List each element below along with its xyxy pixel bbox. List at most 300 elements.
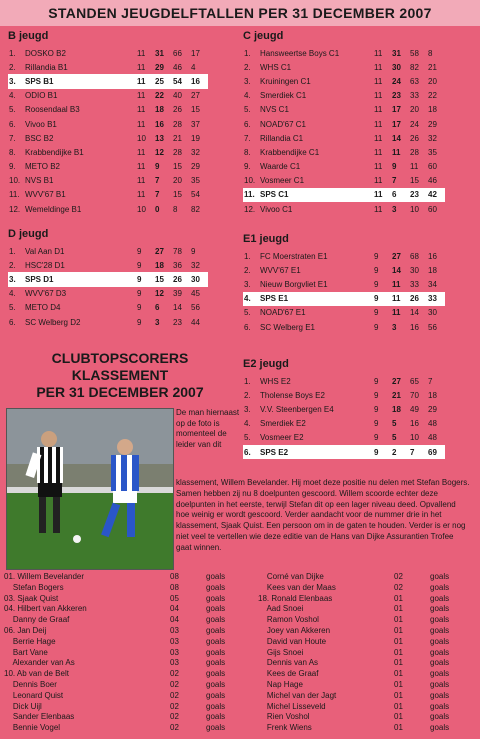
table-row	[243, 188, 445, 202]
goals-against: 18	[428, 390, 437, 400]
heading-line: KLASSEMENT	[71, 367, 169, 383]
goals-against: 35	[191, 176, 200, 186]
team-name: Smerdiek C1	[260, 91, 307, 101]
points: 17	[392, 119, 401, 129]
standings-e1-jeugd	[243, 233, 445, 334]
games: 11	[137, 76, 146, 86]
goals-label: goals	[206, 701, 226, 711]
goals-for: 10	[410, 204, 419, 214]
team-name: Kruiningen C1	[260, 76, 311, 86]
scorer-goals-count: 02	[170, 712, 179, 722]
goals-against: 48	[428, 419, 437, 429]
scorer-goals-count: 01	[394, 593, 403, 603]
points: 27	[155, 246, 164, 256]
position: 7.	[244, 133, 251, 143]
goals-against: 32	[428, 133, 437, 143]
section-title: E2 jeugd	[243, 358, 289, 370]
goals-against: 46	[428, 176, 437, 186]
team-name: V.V. Steenbergen E4	[260, 404, 334, 414]
scorer-goals-count: 05	[170, 593, 179, 603]
table-row	[243, 249, 445, 263]
scorer-goals-count: 01	[394, 636, 403, 646]
team-name: SPS C1	[260, 190, 289, 200]
games: 11	[137, 91, 146, 101]
games: 10	[137, 204, 146, 214]
points: 24	[392, 76, 401, 86]
scorer-row	[258, 637, 480, 648]
heading-line: PER 31 DECEMBER 2007	[36, 384, 204, 400]
goals-label: goals	[206, 615, 226, 625]
points: 13	[155, 133, 164, 143]
points: 23	[392, 91, 401, 101]
scorer-row	[4, 594, 244, 605]
goals-label: goals	[430, 604, 450, 614]
position: 9.	[244, 162, 251, 172]
scorer-row	[258, 669, 480, 680]
table-row	[8, 301, 208, 315]
intro-text: De man hiernaast op de foto is momenteel de leider van dit	[176, 408, 240, 449]
goals-against: 60	[428, 204, 437, 214]
team-name: DOSKO B2	[25, 48, 66, 58]
position: 5.	[9, 105, 16, 115]
games: 11	[374, 48, 383, 58]
standings-table	[8, 244, 208, 329]
scorer-goals-count: 01	[394, 679, 403, 689]
goals-against: 35	[428, 147, 437, 157]
team-name: WHS C1	[260, 62, 292, 72]
position: 4.	[9, 289, 16, 299]
team-name: NVS B1	[25, 176, 54, 186]
goals-against: 82	[191, 204, 200, 214]
games: 11	[374, 62, 383, 72]
scorer-name: 03. Sjaak Quist	[4, 593, 59, 603]
scorer-goals-count: 04	[170, 604, 179, 614]
team-name: FC Moerstraten E1	[260, 251, 328, 261]
heading-line: CLUBTOPSCORERS	[51, 350, 189, 366]
goals-label: goals	[430, 712, 450, 722]
goals-against: 32	[191, 147, 200, 157]
goals-for: 58	[410, 48, 419, 58]
games: 11	[374, 91, 383, 101]
scorer-name: Gijs Snoei	[258, 647, 304, 657]
points: 12	[155, 289, 164, 299]
scorer-goals-count: 03	[170, 625, 179, 635]
games: 9	[137, 274, 142, 284]
table-row	[8, 272, 208, 286]
table-row	[8, 244, 208, 258]
games: 9	[374, 251, 379, 261]
scorer-name: Aad Snoei	[258, 604, 304, 614]
goals-for: 30	[410, 265, 419, 275]
games: 9	[137, 246, 142, 256]
scorer-row	[4, 604, 244, 615]
position: 3.	[244, 76, 251, 86]
scorer-goals-count: 03	[170, 658, 179, 668]
scorer-row	[4, 680, 244, 691]
position: 1.	[9, 246, 16, 256]
goals-for: 7	[410, 447, 415, 457]
table-row	[243, 174, 445, 188]
table-row	[8, 258, 208, 272]
team-name: Nieuw Borgvliet E1	[260, 279, 328, 289]
section-title: D jeugd	[8, 228, 49, 240]
position: 1.	[9, 48, 16, 58]
team-name: SPS B1	[25, 76, 54, 86]
table-row	[8, 131, 208, 145]
goals-against: 32	[191, 260, 200, 270]
games: 11	[374, 119, 383, 129]
table-row	[243, 46, 445, 60]
scorer-row	[4, 702, 244, 713]
article-paragraph: klassement, Willem Bevelander. Hij moet deze positie nu delen met Stefan Bogers. Samen hebben zij nu 8 doelpunten gescoord. Willem scoorde echter deze doelpunten in het eerste, terwijl Stefan dit op een lager niveau deed. Opvallend hoe weinig er wordt gescoord. Verder aandacht voor de nummer drie in het klassement, Sjaak Quist. Een persoon om in de gaten te houden. Verder is er nog niet veel te vertellen wie deze editie van de Hans van Dijke Assurantien Trofee gaat winnen.	[176, 478, 470, 552]
scorer-name: Danny de Graaf	[4, 615, 70, 625]
goals-against: 7	[428, 376, 433, 386]
table-row	[8, 145, 208, 159]
points: 31	[392, 48, 401, 58]
games: 9	[374, 390, 379, 400]
goals-for: 82	[410, 62, 419, 72]
games: 10	[137, 133, 146, 143]
scorer-goals-count: 02	[170, 690, 179, 700]
position: 5.	[244, 433, 251, 443]
table-row	[243, 74, 445, 88]
scorer-name: Kees van der Maas	[258, 582, 336, 592]
scorer-name: Ramon Voshol	[258, 615, 319, 625]
position: 9.	[9, 162, 16, 172]
team-name: Vivoo C1	[260, 204, 293, 214]
goals-for: 26	[173, 105, 182, 115]
goals-for: 28	[173, 119, 182, 129]
goals-for: 66	[173, 48, 182, 58]
team-name: Vosmeer E2	[260, 433, 304, 443]
scorer-name: Bennie Vogel	[4, 723, 61, 733]
goals-for: 23	[173, 317, 182, 327]
points: 7	[155, 190, 160, 200]
goals-against: 48	[428, 433, 437, 443]
points: 16	[155, 119, 164, 129]
scorer-name: 06. Jan Deij	[4, 625, 47, 635]
table-row	[243, 374, 445, 388]
scorer-row	[4, 712, 244, 723]
games: 9	[374, 279, 379, 289]
points: 3	[392, 204, 397, 214]
goals-for: 14	[173, 303, 182, 313]
position: 5.	[244, 308, 251, 318]
position: 4.	[9, 91, 16, 101]
goals-label: goals	[206, 636, 226, 646]
scorer-goals-count: 08	[170, 572, 179, 581]
goals-against: 56	[428, 322, 437, 332]
scorer-goals-count: 03	[170, 636, 179, 646]
goals-label: goals	[206, 572, 226, 581]
goals-against: 54	[191, 190, 200, 200]
position: 6.	[244, 447, 251, 457]
team-name: Roosendaal B3	[25, 105, 80, 115]
games: 9	[137, 289, 142, 299]
team-name: WVV'67 D3	[25, 289, 67, 299]
goals-against: 30	[191, 274, 200, 284]
position: 8.	[9, 147, 16, 157]
goals-label: goals	[430, 572, 450, 581]
goals-label: goals	[206, 604, 226, 614]
goals-label: goals	[430, 690, 450, 700]
section-title: C jeugd	[243, 30, 284, 42]
goals-for: 16	[410, 322, 419, 332]
goals-for: 33	[410, 279, 419, 289]
games: 11	[374, 76, 383, 86]
table-row	[243, 431, 445, 445]
scorer-goals-count: 01	[394, 604, 403, 614]
points: 29	[155, 62, 164, 72]
points: 27	[392, 251, 401, 261]
goals-label: goals	[430, 636, 450, 646]
goals-for: 21	[173, 133, 182, 143]
goals-for: 20	[410, 105, 419, 115]
games: 11	[374, 204, 383, 214]
table-row	[8, 174, 208, 188]
points: 0	[155, 204, 160, 214]
goals-for: 33	[410, 91, 419, 101]
goals-for: 20	[173, 176, 182, 186]
table-row	[243, 388, 445, 402]
scorer-name: Corné van Dijke	[258, 572, 324, 581]
games: 11	[374, 176, 383, 186]
games: 11	[137, 162, 146, 172]
table-row	[243, 131, 445, 145]
table-row	[8, 160, 208, 174]
scorer-goals-count: 02	[170, 723, 179, 733]
scorer-goals-count: 01	[394, 723, 403, 733]
scorer-goals-count: 01	[394, 701, 403, 711]
table-row	[243, 89, 445, 103]
goals-against: 69	[428, 447, 437, 457]
team-name: WVV'67 B1	[25, 190, 66, 200]
goals-for: 26	[173, 274, 182, 284]
position: 1.	[244, 376, 251, 386]
points: 11	[392, 294, 401, 304]
goals-against: 33	[428, 294, 437, 304]
football-photo	[6, 408, 174, 570]
goals-against: 45	[191, 289, 200, 299]
team-name: Krabbendijke B1	[25, 147, 84, 157]
scorer-name: Leonard Quist	[4, 690, 64, 700]
goals-for: 10	[410, 433, 419, 443]
points: 12	[155, 147, 164, 157]
scorers-list-left	[4, 572, 244, 734]
points: 3	[155, 317, 160, 327]
table-row	[243, 160, 445, 174]
goals-for: 16	[410, 419, 419, 429]
goals-against: 9	[191, 246, 196, 256]
games: 11	[137, 190, 146, 200]
goals-label: goals	[430, 679, 450, 689]
scorer-goals-count: 08	[170, 582, 179, 592]
games: 9	[374, 433, 379, 443]
scorer-name: Dennis van As	[258, 658, 319, 668]
goals-for: 65	[410, 376, 419, 386]
table-row	[243, 402, 445, 416]
scorer-name: 01. Willem Bevelander	[4, 572, 85, 581]
position: 2.	[244, 62, 251, 72]
games: 11	[137, 105, 146, 115]
scorer-row	[4, 583, 244, 594]
goals-label: goals	[206, 712, 226, 722]
games: 11	[374, 133, 383, 143]
standings-e2-jeugd	[243, 358, 445, 459]
scorer-row	[258, 712, 480, 723]
goals-against: 18	[428, 105, 437, 115]
scorer-goals-count: 03	[170, 647, 179, 657]
goals-against: 29	[428, 119, 437, 129]
position: 6.	[244, 119, 251, 129]
goals-label: goals	[430, 658, 450, 668]
scorer-goals-count: 01	[394, 690, 403, 700]
games: 11	[374, 190, 383, 200]
standings-table	[243, 249, 445, 334]
points: 2	[392, 447, 397, 457]
scorer-name: Berrie Hage	[4, 636, 56, 646]
scorer-row	[4, 615, 244, 626]
position: 2.	[9, 260, 16, 270]
table-row	[8, 117, 208, 131]
scorer-name: Dick Uijl	[4, 701, 42, 711]
team-name: Vivoo B1	[25, 119, 57, 129]
players-photo-illustration	[7, 409, 173, 569]
goals-against: 22	[428, 91, 437, 101]
scorer-row	[4, 658, 244, 669]
position: 8.	[244, 147, 251, 157]
table-row	[243, 417, 445, 431]
scorer-name: Frenk Wiens	[258, 723, 312, 733]
team-name: NOAD'67 C1	[260, 119, 306, 129]
goals-for: 46	[173, 62, 182, 72]
points: 11	[392, 147, 401, 157]
scorer-name: Kees de Graaf	[258, 669, 319, 679]
goals-label: goals	[206, 658, 226, 668]
goals-label: goals	[430, 701, 450, 711]
clubtopscorers-heading	[0, 350, 240, 401]
games: 11	[374, 105, 383, 115]
points: 9	[392, 162, 397, 172]
scorer-row	[258, 604, 480, 615]
points: 14	[392, 265, 401, 275]
team-name: Tholense Boys E2	[260, 390, 325, 400]
position: 4.	[244, 91, 251, 101]
goals-label: goals	[430, 669, 450, 679]
goals-for: 68	[410, 251, 419, 261]
team-name: Waarde C1	[260, 162, 301, 172]
team-name: Smerdiek E2	[260, 419, 306, 429]
points: 18	[155, 105, 164, 115]
goals-for: 78	[173, 246, 182, 256]
goals-against: 60	[428, 162, 437, 172]
table-row	[243, 306, 445, 320]
team-name: METO D4	[25, 303, 61, 313]
position: 3.	[9, 274, 16, 284]
team-name: Val Aan D1	[25, 246, 65, 256]
games: 11	[137, 147, 146, 157]
points: 15	[155, 274, 164, 284]
position: 12.	[244, 204, 256, 214]
position: 3.	[244, 404, 251, 414]
position: 2.	[244, 390, 251, 400]
goals-label: goals	[430, 593, 450, 603]
goals-for: 24	[410, 119, 419, 129]
games: 9	[374, 322, 379, 332]
scorer-goals-count: 01	[394, 625, 403, 635]
team-name: METO B2	[25, 162, 60, 172]
scorer-row	[258, 680, 480, 691]
scorer-name: David van Houte	[258, 636, 327, 646]
position: 3.	[244, 279, 251, 289]
team-name: SC Welberg E1	[260, 322, 315, 332]
goals-label: goals	[206, 582, 226, 592]
goals-against: 19	[191, 133, 200, 143]
position: 12.	[9, 204, 21, 214]
team-name: Krabbendijke C1	[260, 147, 320, 157]
scorer-name: Stefan Bogers	[4, 582, 64, 592]
position: 2.	[9, 62, 16, 72]
scorer-row	[258, 594, 480, 605]
goals-for: 63	[410, 76, 419, 86]
position: 2.	[244, 265, 251, 275]
games: 11	[137, 62, 146, 72]
scorer-row	[4, 572, 244, 583]
team-name: BSC B2	[25, 133, 54, 143]
table-row	[243, 103, 445, 117]
games: 9	[374, 308, 379, 318]
table-row	[243, 263, 445, 277]
table-row	[243, 117, 445, 131]
points: 31	[155, 48, 164, 58]
goals-against: 27	[191, 91, 200, 101]
points: 22	[155, 91, 164, 101]
points: 21	[392, 390, 401, 400]
scorer-name: Nap Hage	[258, 679, 303, 689]
scorer-name: Alexander van As	[4, 658, 75, 668]
scorer-name: Michel van der Jagt	[258, 690, 337, 700]
goals-for: 14	[410, 308, 419, 318]
goals-against: 18	[428, 265, 437, 275]
table-row	[243, 292, 445, 306]
table-row	[243, 320, 445, 334]
section-title: E1 jeugd	[243, 233, 289, 245]
goals-label: goals	[430, 582, 450, 592]
standings-table	[243, 374, 445, 459]
goals-for: 8	[173, 204, 178, 214]
standings-c-jeugd	[243, 30, 445, 216]
scorer-row	[4, 691, 244, 702]
table-row	[8, 202, 208, 216]
team-name: WVV'67 E1	[260, 265, 301, 275]
position: 4.	[244, 294, 251, 304]
goals-for: 15	[410, 176, 419, 186]
table-row	[8, 287, 208, 301]
goals-against: 34	[428, 279, 437, 289]
points: 6	[392, 190, 397, 200]
games: 11	[137, 119, 146, 129]
games: 11	[374, 147, 383, 157]
goals-against: 20	[428, 76, 437, 86]
standings-b-jeugd	[8, 30, 208, 216]
scorer-goals-count: 01	[394, 658, 403, 668]
position: 7.	[9, 133, 16, 143]
scorer-name: Rien Voshol	[258, 712, 310, 722]
goals-for: 49	[410, 404, 419, 414]
position: 11.	[9, 190, 20, 200]
goals-for: 54	[173, 76, 182, 86]
scorer-name: 04. Hilbert van Akkeren	[4, 604, 87, 614]
